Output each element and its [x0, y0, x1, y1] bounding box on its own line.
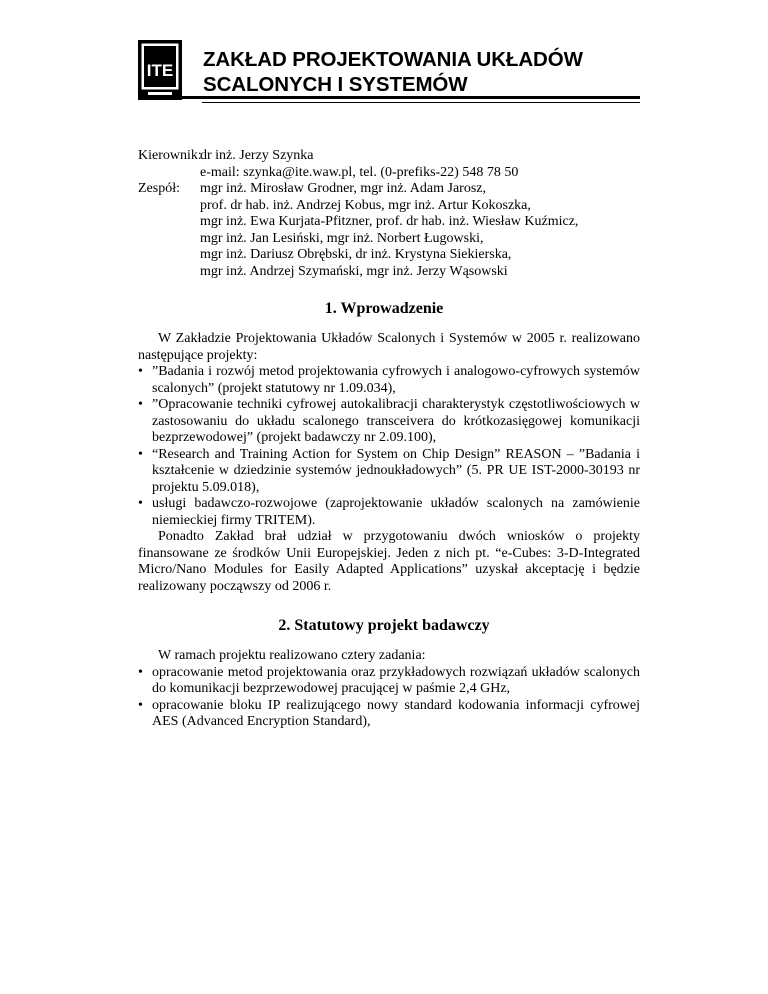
team-line: mgr inż. Mirosław Grodner, mgr inż. Adam Jarosz, — [200, 181, 486, 196]
section2-heading: 2. Statutowy projekt badawczy — [278, 617, 490, 634]
head-name: dr inż. Jerzy Szynka — [200, 148, 314, 163]
team-list — [200, 181, 578, 280]
section1-closing: Ponadto Zakład brał udział w przygotowaniu dwóch wniosków o projekty finansowane ze środków Unii Europejskiej. Jeden z nich pt. “e-Cubes: 3-D-Integrated Micro/Nano Modules for Easily Adapted Applications” uzyskał akceptację i będzie realizowany począwszy od 2006 r. — [138, 529, 640, 594]
head-label: Kierownik: — [138, 148, 202, 163]
section2-bullet: • opracowanie metod projektowania oraz przykładowych rozwiązań układów scalonych do komunikacji bezprzewodowej pracującej w paśmie 2,4 GHz, — [138, 664, 640, 696]
head-contact: e-mail: szynka@ite.waw.pl, tel. (0-prefiks-22) 548 78 50 — [200, 164, 519, 180]
section1-bullet: • ”Opracowanie techniki cyfrowej autokalibracji charakterystyk częstotliwościowych w zastosowaniu do układu scalonego transceivera do krótkozasięgowej komunikacji bezprzewodowej” (projekt badawczy nr 2.09.100), — [138, 397, 640, 445]
unit-title-line2: SCALONYCH I SYSTEMÓW — [203, 73, 468, 96]
section1-bullet: • “Research and Training Action for System on Chip Design” REASON – ”Badania i kształcenie w dziedzinie systemów jednoukładowych” (5. PR UE IST-2000-30193 nr projektu 5.09.018), — [138, 446, 640, 495]
section1-intro: W Zakładzie Projektowania Układów Scalonych i Systemów w 2005 r. realizowano następujące projekty: — [138, 331, 640, 363]
section1-heading: 1. Wprowadzenie — [324, 300, 444, 317]
section2-body — [138, 648, 640, 731]
team-line: mgr inż. Andrzej Szymański, mgr inż. Jerzy Wąsowski — [200, 263, 508, 279]
section1-bullet: • ”Badania i rozwój metod projektowania cyfrowych i analogowo-cyfrowych systemów scalonych” (projekt statutowy nr 1.09.034), — [138, 364, 640, 396]
section1-bullet: • usługi badawczo-rozwojowe (zaprojektowanie układów scalonych na zamówienie niemieckiej firmy TRITEM). — [138, 496, 640, 528]
team-label: Zespół: — [138, 181, 180, 196]
header-rule-thin — [202, 102, 640, 103]
logo-text: ITE — [146, 61, 174, 80]
ite-logo — [138, 40, 182, 100]
section2-bullet: • opracowanie bloku IP realizującego nowy standard kodowania informacji cyfrowej AES (Advanced Encryption Standard), — [138, 697, 640, 729]
header-rule-thick — [138, 96, 640, 99]
team-line: mgr inż. Ewa Kurjata-Pfitzner, prof. dr hab. inż. Wiesław Kuźmicz, — [200, 214, 579, 229]
team-line: mgr inż. Dariusz Obrębski, dr inż. Krystyna Siekierska, — [200, 247, 512, 262]
section1-body — [138, 331, 640, 595]
unit-title — [203, 47, 583, 97]
unit-title-line1: ZAKŁAD PROJEKTOWANIA UKŁADÓW — [203, 48, 583, 71]
team-line: prof. dr hab. inż. Andrzej Kobus, mgr inż. Artur Kokoszka, — [200, 197, 531, 213]
section2-intro: W ramach projektu realizowano cztery zadania: — [158, 648, 426, 663]
team-line: mgr inż. Jan Lesiński, mgr inż. Norbert Ługowski, — [200, 230, 484, 246]
